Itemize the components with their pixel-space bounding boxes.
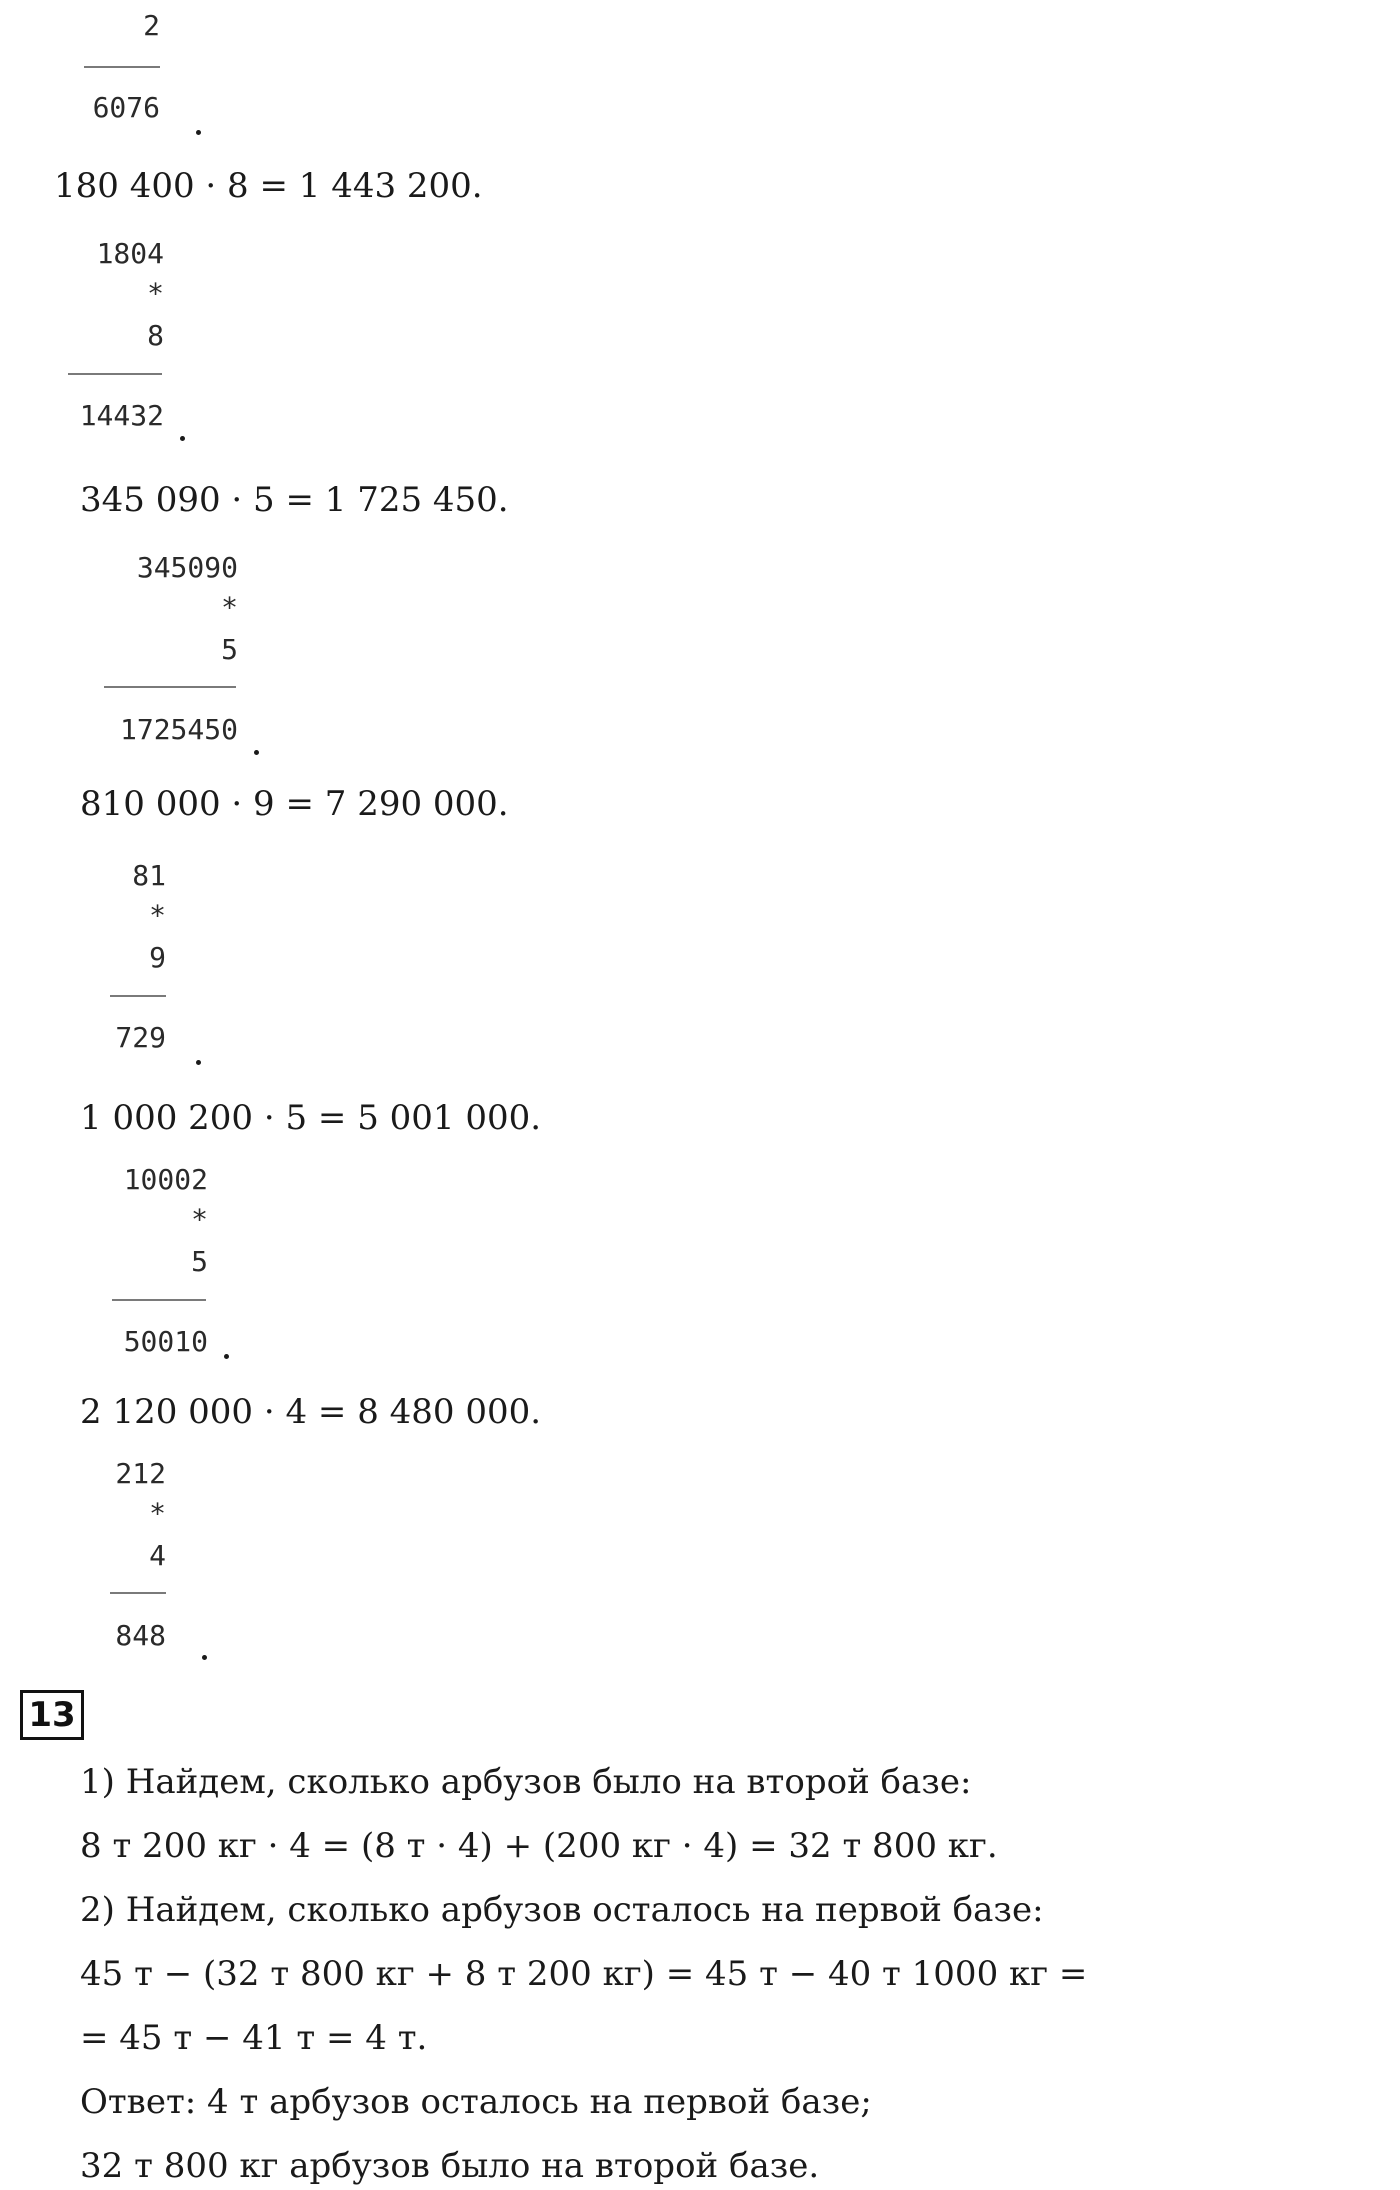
column-multiplicand: 10002 bbox=[123, 1163, 208, 1196]
period-dot bbox=[254, 750, 259, 755]
column-operator: * bbox=[191, 1203, 208, 1236]
period-dot bbox=[180, 436, 185, 441]
answer-line: Ответ: 4 т арбузов осталось на первой базе; bbox=[80, 2082, 872, 2122]
column-rule bbox=[104, 686, 236, 688]
column-multiplier: 4 bbox=[149, 1539, 166, 1572]
column-product: 1725450 bbox=[119, 713, 238, 746]
column-product: 729 bbox=[115, 1021, 166, 1054]
column-multiplicand: 1804 bbox=[96, 237, 164, 270]
equation-1: 180 400 · 8 = 1 443 200. bbox=[54, 166, 483, 206]
column-product: 6076 bbox=[92, 91, 160, 124]
column-operator: * bbox=[221, 591, 238, 624]
column-multiplicand: 345090 bbox=[136, 551, 238, 584]
column-rule bbox=[110, 1592, 166, 1594]
solution-line: 1) Найдем, сколько арбузов было на второй базе: bbox=[80, 1762, 972, 1802]
column-multiplier: 9 bbox=[149, 941, 166, 974]
column-operator: * bbox=[147, 277, 164, 310]
column-multiplier: 8 bbox=[147, 319, 164, 352]
equation-5: 2 120 000 · 4 = 8 480 000. bbox=[80, 1392, 542, 1432]
period-dot bbox=[196, 1060, 201, 1065]
period-dot bbox=[196, 130, 201, 135]
answer-line: 32 т 800 кг арбузов было на второй базе. bbox=[80, 2146, 820, 2186]
task-number-badge: 13 bbox=[20, 1690, 84, 1740]
equation-2: 345 090 · 5 = 1 725 450. bbox=[80, 480, 509, 520]
column-rule bbox=[84, 66, 160, 68]
column-multiplicand: 81 bbox=[132, 859, 166, 892]
column-product: 14432 bbox=[79, 399, 164, 432]
column-rule bbox=[110, 995, 166, 997]
column-product: 848 bbox=[115, 1619, 166, 1652]
column-multiplier: 5 bbox=[191, 1245, 208, 1278]
equation-4: 1 000 200 · 5 = 5 001 000. bbox=[80, 1098, 542, 1138]
column-product: 50010 bbox=[123, 1325, 208, 1358]
solution-line: 45 т − (32 т 800 кг + 8 т 200 кг) = 45 т − 40 т 1000 кг = bbox=[80, 1954, 1088, 1994]
solution-line: 2) Найдем, сколько арбузов осталось на первой базе: bbox=[80, 1890, 1044, 1930]
column-operator: * bbox=[149, 1497, 166, 1530]
solution-line: 8 т 200 кг · 4 = (8 т · 4) + (200 кг · 4) = 32 т 800 кг. bbox=[80, 1826, 998, 1866]
column-rule bbox=[112, 1299, 206, 1301]
column-multiplicand: 212 bbox=[115, 1457, 166, 1490]
period-dot bbox=[202, 1655, 207, 1660]
column-operator: * bbox=[149, 899, 166, 932]
column-multiplier: 5 bbox=[221, 633, 238, 666]
solution-line: = 45 т − 41 т = 4 т. bbox=[80, 2018, 428, 2058]
column-rule bbox=[68, 373, 162, 375]
column-digit: 2 bbox=[143, 9, 160, 42]
equation-3: 810 000 · 9 = 7 290 000. bbox=[80, 784, 509, 824]
period-dot bbox=[224, 1354, 229, 1359]
